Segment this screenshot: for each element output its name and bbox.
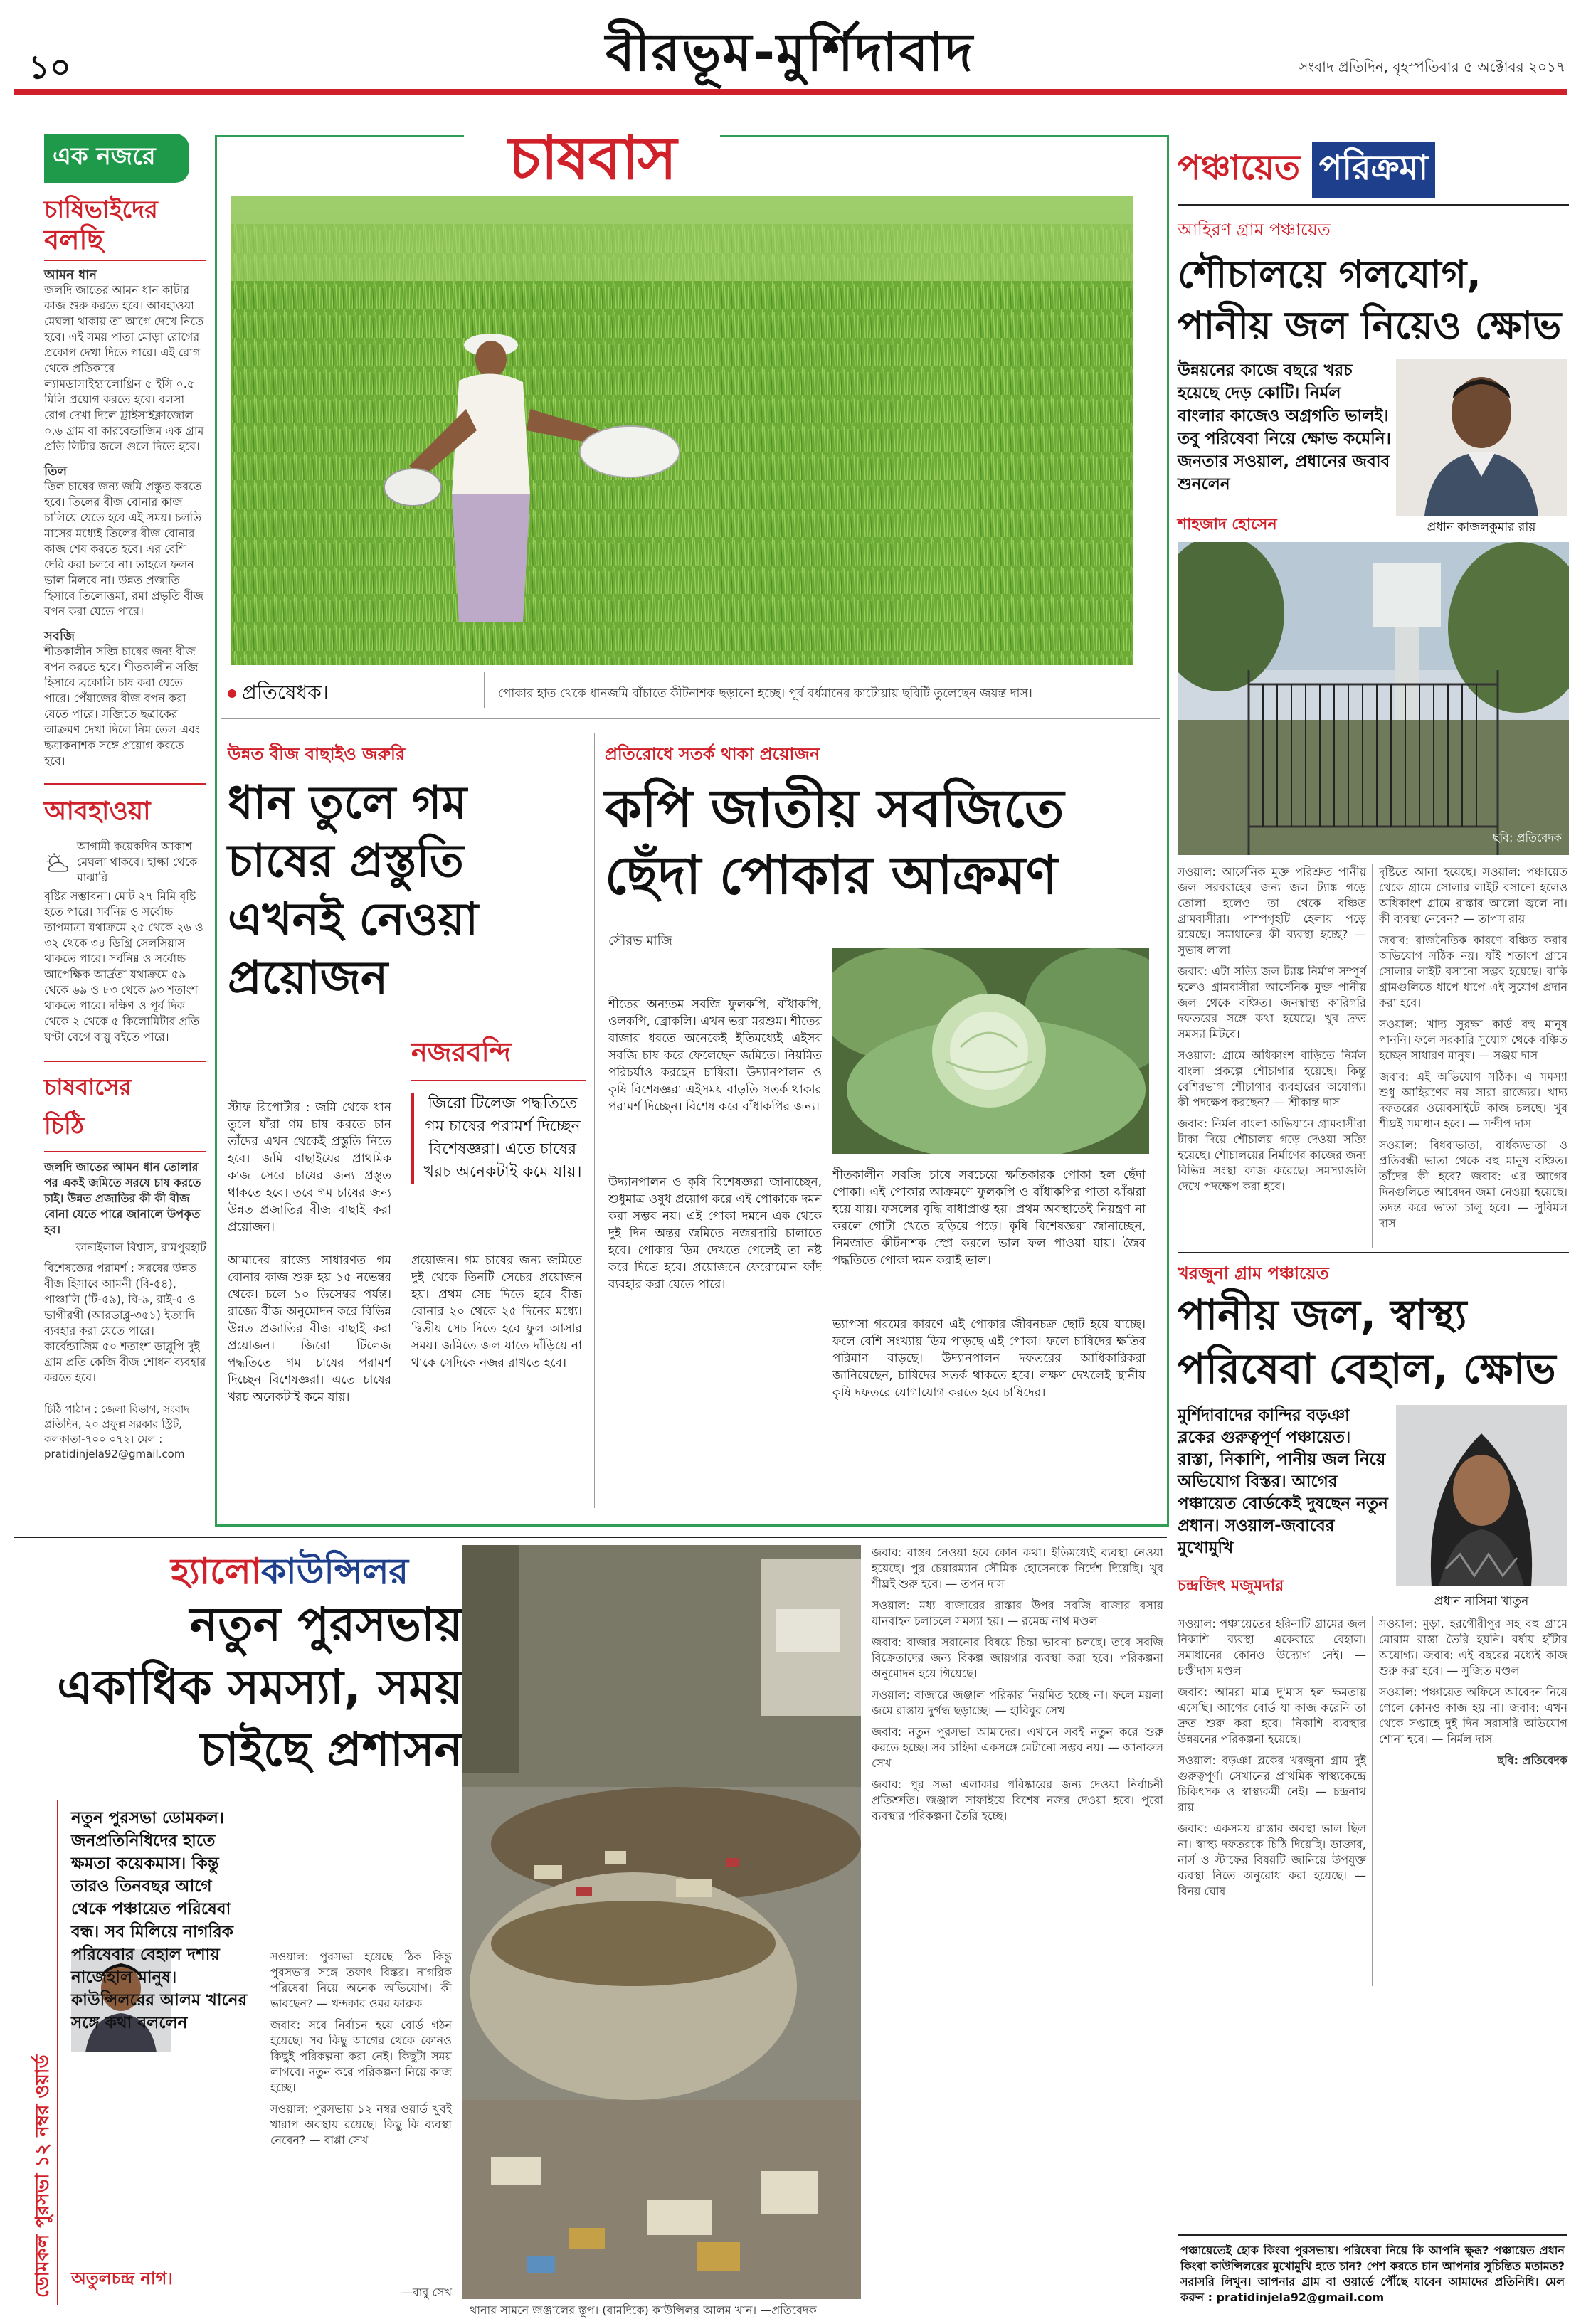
ahiran-qa-7: সওয়াল: খাদ্য সুরক্ষা কার্ড বহু মানুষ পাননি। ফলে সরকারি সুযোগ থেকে বঞ্চিত হচ্ছেন সাধারণ মানুষ। — সঞ্জয় দাস (1379, 1017, 1567, 1062)
wheat-body-1: স্টাফ রিপোর্টার : জমি থেকে ধান তুলে যাঁরা গম চাষ করতে চান তাঁদের এখন থেকেই প্রস্তুতি নিতে হবে। জমি বাছাইয়ের প্রাথমিক কাজ সেরে চাষের জন্য প্রস্তুত থাকতে হবে। তবে গম চাষের জন্য উন্নত প্রজাতির বীজ বাছাই করা প্রয়োজন। (228, 1100, 391, 1234)
nazarbondi-text: জিরো টিলেজ পদ্ধতিতে গম চাষের পরামর্শ দিচ্ছেন বিশেষজ্ঞরা। এতে চাষের খরচ অনেকটাই কমে যায়। (411, 1093, 586, 1184)
cabbage-body-2: শীতকালীন সবজি চাষে সবচেয়ে ক্ষতিকারক পোকা হল ছেঁদা পোকা। এই পোকার আক্রমণে ফুলকপি ও বাঁধাকপির পাতা ঝাঁঝরা হয়ে যায়। ফসলের বৃদ্ধি বাধাপ্রাপ্ত হয়। প্রথম অবস্থাতেই নিয়ন্ত্রণ না করলে গোটা খেতে ছড়িয়ে পড়ে। কৃষি বিশেষজ্ঞরা জানাচ্ছেন, নিমজাত কীটনাশক স্প্রে করলে ভাল ফল পাওয়া যায়। জৈব পদ্ধতিতে পোকা দমন করাই ভাল। (832, 1168, 1146, 1268)
hello-qa-3: সওয়াল: পুরসভায় ১২ নম্বর ওয়ার্ড খুবই খারাপ অবস্থায় রয়েছে। কিছু কি ব্যবস্থা নেবেন? — বাপ্পা সেখ (270, 2102, 452, 2147)
letter-title-2: চিঠি (44, 1108, 206, 1152)
footer-box (1178, 2234, 1567, 2312)
cabbage-photo (832, 948, 1149, 1154)
letter-title-1: চাষবাসের (44, 1073, 132, 1100)
letter-question-sig: কানাইলাল বিশ্বাস, রামপুরহাট (75, 1241, 206, 1254)
khar-photo-credit: ছবি: প্রতিবেদক (1497, 1753, 1567, 1767)
rice-field-photo (231, 196, 1133, 665)
ahiran-qa-8: জবাব: এই অভিযোগ সঠিক। এ সমস্যা শুধু আহিরণের নয় সারা রাজ্যের। খাদ্য দফতরের ওয়েবসাইটে কাজ চলছে। খুব শীঘ্রই সমাধান হবে। — সন্দীপ দাস (1379, 1070, 1567, 1130)
cabbage-headline: কপি জাতীয় সবজিতে ছেঁদা পোকার আক্রমণ (605, 778, 1064, 906)
hello-qa-9: জবাব: পুর সভা এলাকার পরিষ্কারের জন্য দেওয়া নির্বাচনী প্রতিশ্রুতি। জঞ্জাল সাফাইয়ে বিশেষ নজর দেওয়া হবে। পুরো ব্যবস্থার পরিকল্পনা তৈরি হচ্ছে। (872, 1778, 1163, 1822)
ahiran-qa-5: দৃষ্টিতে আনা হয়েছে। সওয়াল: পঞ্চায়েত থেকে গ্রামে সোলার লাইট বসানো হলেও অধিকাংশ গ্রামে রাস্তার আলো জ্বলে না। কী ব্যবস্থা নেবেন? — তাপস রায় (1379, 865, 1567, 925)
ahiran-qa-col2 (1379, 864, 1567, 1237)
ahiran-label: আহিরণ গ্রাম পঞ্চায়েত (1178, 217, 1569, 250)
hello-reporter: অতুলচন্দ্র নাগ। (71, 2269, 173, 2288)
ahiran-headline: শৌচালয়ে গলযোগ, পানীয় জল নিয়েও ক্ষোভ (1178, 252, 1562, 348)
panchayat-col-rule (1372, 864, 1373, 1248)
ahiran-qa-col1 (1178, 864, 1366, 1200)
nazarbondi-title: নজরবন্দি (411, 1031, 586, 1081)
bottom-section-rule (14, 1537, 1167, 1538)
page-title: বীরভূম-মুর্শিদাবাদ (606, 22, 974, 83)
til-text: তিল চাষের জন্য জমি প্রস্তুত করতে হবে। তিলের বীজ বোনার কাজ চালিয়ে যেতে হবে এই সময়। চলতি মাসের মধ্যেই তিলের বীজ বোনার কাজ শেষ করতে হবে। এর বেশি দেরি করা চলবে না। তাহলে ফলন ভাল মিলবে না। উন্নত প্রজাতি হিসাবে তিলোত্তমা, রমা প্রভৃতি বীজ বপন করা যেতে পারে। (44, 479, 204, 618)
ahiran-qa-3: সওয়াল: গ্রামে অধিকাংশ বাড়িতে নির্মল বাংলা প্রকল্পে শৌচাগার হয়েছে। কিন্তু বেশিরভাগ শৌচাগার ব্যবহারের অযোগ্য। কী পদক্ষেপ করছেন? — শ্রীকান্ত দাস (1178, 1049, 1366, 1109)
letter-question: জলদি জাতের আমন ধান তোলার পর একই জমিতে সরষে চাষ করতে চাই। উন্নত প্রজাতির কী কী বীজ বোনা যেতে পারে জানালে উপকৃত হব। (44, 1160, 201, 1236)
khar-deck: মুর্শিদাবাদের কান্দির বড়ঞা ব্লকের গুরুত্বপূর্ণ পঞ্চায়েত। রাস্তা, নিকাশি, পানীয় জল নিয়ে অভিযোগ বিস্তর। আগের পঞ্চায়েত বোর্ডকেই দুষছেন নতুন প্রধান। সওয়াল-জবাবের মুখোমুখি (1178, 1406, 1388, 1557)
khar-qa-3: সওয়াল: বড়ঞা ব্লকের খরজুনা গ্রাম দুই গুরুত্বপূর্ণ। সেখানের প্রাথমিক স্বাস্থ্যকেন্দ্রে চিকিৎসক ও স্বাস্থ্যকর্মী নেই। — চন্দ্রনাথ রায় (1178, 1753, 1366, 1814)
khar-headline: পানীয় জল, স্বাস্থ্য পরিষেবা বেহাল, ক্ষোভ (1178, 1290, 1556, 1393)
garbage-photo-caption: থানার সামনে জঞ্জালের স্তূপ। (বামদিকে) কাউন্সিলর আলম খান। —প্রতিবেদক (470, 2303, 817, 2317)
hello-intro: নতুন পুরসভা ডোমকল। জনপ্রতিনিধিদের হাতে ক্ষমতা কয়েকমাস। কিন্তু তারও তিনবছর আগে থেকে পঞ্চায়েত পরিষেবা বন্ধ। সব মিলিয়ে নাগরিক পরিষেবার বেহাল দশায় নাজেহাল মানুষ। কাউন্সিলরের আলম খানের সঙ্গে কথা বললেন (71, 1809, 248, 2032)
column-rule (594, 733, 595, 1508)
khar-qa-1: সওয়াল: পঞ্চায়েতের হরিনাটি গ্রামের জল নিকাশি ব্যবস্থা একেবারে বেহাল। সমাধানের কোনও উদ্যোগ নেই। — চণ্ডীদাস মণ্ডল (1178, 1617, 1366, 1677)
khar-qa-6: সওয়াল: পঞ্চায়েত অফিসে আবেদন নিয়ে গেলে কোনও কাজ হয় না। জবাব: এখন থেকে সপ্তাহে দুই দিন সরাসরি অভিযোগ শোনা হবে। — নির্মল দাস (1379, 1685, 1567, 1746)
weather-title: আবহাওয়া (44, 797, 151, 826)
chashi-title-1: চাষিভাইদের (44, 196, 158, 224)
hello-qa-4: জবাব: বাস্তব নেওয়া হবে কোন কথা। ইতিমধ্যেই ব্যবস্থা নেওয়া হয়েছে। পুর চেয়ারম্যান সৌমিক হোসেনকে নির্দেশ দিয়েছি। খুব শীঘ্রই শুরু হবে। — তপন দাস (872, 1546, 1163, 1591)
page-number: ১০ (28, 48, 71, 86)
khar-qa-col1 (1178, 1616, 1366, 1905)
dateline: সংবাদ প্রতিদিন, বৃহস্পতিবার ৫ অক্টোবর ২০১৭ (1299, 58, 1565, 75)
khar-label: খরজুনা গ্রাম পঞ্চায়েত (1178, 1263, 1329, 1283)
cabbage-kicker: প্রতিরোধে সতর্ক থাকা প্রয়োজন (605, 744, 820, 764)
hello-qa-8: জবাব: নতুন পুরসভা আমাদের। এখানে সবই নতুন করে শুরু করতে হচ্ছে। সব চাহিদা একসঙ্গে মেটানো সম্ভব নয়। — আনারুল সেখ (872, 1725, 1163, 1770)
cabbage-body-4: ভ্যাপসা গরমের কারণে এই পোকার জীবনচক্র ছোট হয়ে যাচ্ছে। ফলে বেশি সংখ্যায় ডিম পাড়ছে এই পোকা। ফলে চাষিদের ক্ষতির পরিমাণ বাড়ছে। উদ্যানপালন দফতরের আধিকারিকরা জানিয়েছেন, চাষিদের সতর্ক থাকতে হবে। লক্ষণ দেখলেই স্থানীয় কৃষি দফতরে যোগাযোগ করতে হবে চাষিদের। (832, 1317, 1146, 1400)
ahiran-reporter: শাহজাদ হোসেন (1178, 516, 1277, 534)
cabbage-body-3: উদ্যানপালন ও কৃষি বিশেষজ্ঞরা জানাচ্ছেন, শুধুমাত্র ওষুধ প্রয়োগ করে এই পোকাকে দমন করা সম্ভব নয়। এই পোকা দমনে এক থেকে দুই দিন অন্তর জমিতে নজরদারি চালাতে হবে। পোকার ডিম দেখতে পেলেই তা নষ্ট করে দিতে হবে। প্রয়োজনে ফেরোমোন ফাঁদ ব্যবহার করা যেতে পারে। (608, 1175, 822, 1292)
hello-headline: নতুন পুরসভায় একাধিক সমস্যা, সময় চাইছে প্রশাসন (57, 1597, 462, 1777)
panchayat-divider (1178, 1252, 1569, 1253)
til-heading: তিল (44, 464, 68, 479)
weather-lead: আগামী কয়েকদিন আকাশ মেঘলা থাকবে। হাল্কা থেকে মাঝারি (76, 839, 198, 884)
ahiran-qa-1: সওয়াল: আর্সেনিক মুক্ত পরিশ্রুত পানীয় জল সরবরাহের জন্য জল ট্যাঙ্ক গড়ে তোলা হলেও তা থেকে বঞ্চিত গ্রামবাসীরা। পাম্পগৃহটি হেলায় পড়ে রয়েছে। সমাধানের কী ব্যবস্থা হচ্ছে? — সুভাষ লালা (1178, 865, 1366, 957)
ahiran-qa-6: জবাব: রাজনৈতিক কারণে বঞ্চিত করার অভিযোগ সঠিক নয়। যাঁই শতাংশ গ্রামে সোলার লাইট বসানো সম্ভব হয়েছে। বাকি গ্রামগুলিতে ধাপে ধাপে এই সুযোগ প্রদান করা হবে। (1379, 933, 1567, 1009)
water-tank-photo (1178, 542, 1569, 855)
hello-qa-2: জবাব: সবে নির্বাচন হয়ে বোর্ড গঠন হয়েছে। সব কিছু আগের থেকে কোনও কিছুই পরিকল্পনা করা নেই। কিছুটা সময় লাগবে। নতুন করে পরিকল্পনা নিয়ে কাজ হচ্ছে। (270, 2018, 452, 2094)
red-bullet-icon (228, 689, 236, 698)
chashi-title-2: বলছি (44, 224, 206, 261)
photo-caption: পোকার হাত থেকে ধানজমি বাঁচাতে কীটনাশক ছড়ানো হচ্ছে। পূর্ব বর্ধমানের কাটোয়ায় ছবিটি তুলেছেন জয়ন্ত দাস। (498, 686, 1032, 701)
khar-reporter: চন্দ্রজিৎ মজুমদার (1178, 1577, 1284, 1595)
ahiran-photo-credit: ছবি: প্রতিবেদক (1492, 831, 1562, 844)
cabbage-body-1: শীতের অন্যতম সবজি ফুলকপি, বাঁধাকপি, ওলকপি, ব্রোকলি। এখন ভরা মরশুম। শীতের বাজার ধরতে অনেকেই ইতিমধ্যেই এইসব সবজি চাষ করে ফেলেছেন জমিতে। নিয়মিত পরিচর্যাও করছেন চাষিরা। উদ্যানপালন ও কৃষি বিশেষজ্ঞরা এইসময় বাড়তি সতর্ক থাকার পরামর্শ দিচ্ছেন। বিশেষ করে বাঁধাকপির জন্য। (608, 997, 822, 1114)
letter-answer: বিশেষজ্ঞের পরামর্শ : সরষের উন্নত বীজ হিসাবে আমনী (বি-৫৪), পাঞ্চালি (টি-৫৯), বি-৯, রাই-৫ ও ভাগীরথী (আরডাব্লু-৩৫১) ইত্যাদি ব্যবহার করা যেতে পারে। কার্বেন্ডাজিম ৫০ শতাংশ ডাব্লুপি দুই গ্রাম প্রতি কেজি বীজ শোধন ব্যবহার করতে হবে। (44, 1261, 206, 1384)
hello-qa-1: সওয়াল: পুরসভা হয়েছে ঠিক কিন্তু পুরসভার সঙ্গে তফাৎ বিস্তর। নাগরিক পরিষেবা নিয়ে অনেক অভিযোগ। কী ভাবছেন? — খন্দকার ওমর ফারুক (270, 1950, 452, 2010)
hello-title: হ্যালোকাউন্সিলর (171, 1551, 408, 1592)
chashbash-logo: চাষবাস (464, 124, 720, 193)
ahiran-pradhan-caption: প্রধান কাজলকুমার রায় (1427, 520, 1536, 534)
ek-nojore-tag: এক নজরে (44, 134, 189, 183)
sobji-heading: সবজি (44, 629, 75, 644)
khar-qa-4: জবাব: একসময় রাস্তার অবস্থা ভাল ছিল না। স্বাস্থ্য দফতরকে চিঠি দিয়েছি। ডাক্তার, নার্স ও স্টাফের বিষয়টি জানিয়ে উপযুক্ত ব্যবস্থা নিতে অনুরোধ করা হয়েছে। — বিনয় ঘোষ (1178, 1822, 1366, 1898)
masthead-rule (14, 89, 1567, 95)
sidebar (44, 134, 206, 1542)
garbage-photo (462, 1545, 861, 2299)
photo-caption-divider (484, 672, 485, 708)
hello-vertical-label: ডোমকল পুরসভা ১২ নম্বর ওয়ার্ড (28, 1800, 58, 2305)
aman-heading: আমন ধান (44, 267, 97, 282)
ahiran-pradhan-photo (1396, 359, 1567, 516)
footer-text: পঞ্চায়েতেই হোক কিংবা পুরসভায়। পরিষেবা নিয়ে কি আপনি ক্ষুব্ধ? পঞ্চায়েত প্রধান কিংবা কাউন্সিলরের মুখোমুখি হতে চান? পেশ করতে চান আপনার সুচিন্তিত মতামত? সরাসরি লিখুন। আপনার গ্রাম বা ওয়ার্ডে পৌঁছে যাবেন আমাদের প্রতিনিধি। মেল করুন : pratidinjela92@gmail.com (1180, 2244, 1565, 2304)
hello-qa-6: জবাব: বাজার সরানোর বিষয়ে চিন্তা ভাবনা চলছে। তবে সবজি বিক্রেতাদের জন্য বিকল্প জায়গার ব্যবস্থা করা হবে। পরিকল্পনা অনুমোদন হয়ে গিয়েছে। (872, 1635, 1163, 1680)
wheat-kicker: উন্নত বীজ বাছাইও জরুরি (228, 744, 406, 764)
nazarbondi-box (411, 1031, 586, 1184)
ahiran-qa-4: জবাব: নির্মল বাংলা অভিযানে গ্রামবাসীরা টাকা দিয়ে শৌচালয় গড়ে দেওয়া সত্যি হয়েছে। শৌচালয়ের নির্মাণের কাজের জন্য বিভিন্ন সংস্থা কাজ করেছে। সমস্যাগুলি দেখে পদক্ষেপ করা হবে। (1178, 1117, 1366, 1193)
hello-qa-7: সওয়াল: বাজারে জঞ্জাল পরিষ্কার নিয়মিত হচ্ছে না। ফলে ময়লা জমে রাস্তায় দুর্গন্ধ ছড়াচ্ছে। — হাবিবুর সেখ (872, 1688, 1163, 1717)
caption-rule (221, 718, 1160, 719)
cloudy-sun-icon (44, 839, 71, 888)
panchayat-title: পঞ্চায়েত পরিক্রমা (1178, 142, 1569, 206)
wheat-headline: ধান তুলে গম চাষের প্রস্তুতি এখনই নেওয়া প্রয়োজন (228, 777, 479, 1004)
photo-caption-tag: প্রতিষেধক। (228, 677, 329, 711)
sobji-text: শীতকালীন সব্জি চাষের জন্য বীজ বপন করতে হবে। শীতকালীন সব্জি হিসাবে ব্রকোলি চাষ করা যেতে পারে। পেঁয়াজের বীজ বপন করা যেতে পারে। সব্জিতে ছত্রাকের আক্রমণ দেখা দিলে নিম তেল এবং ছত্রাকনাশক সঙ্গে প্রয়োগ করতে হবে। (44, 644, 200, 768)
khar-pradhan-photo (1396, 1405, 1567, 1586)
wheat-body-2: আমাদের রাজ্যে সাধারণত গম বোনার কাজ শুরু হয় ১৫ নভেম্বর থেকে। চলে ১০ ডিসেম্বর পর্যন্ত। রাজ্যে বীজ অনুমোদন করে বিভিন্ন উন্নত প্রজাতির বীজ বাছাই করা প্রয়োজন। জিরো টিলেজ পদ্ধতিতে গম চাষের পরামর্শ দিচ্ছেন বিশেষজ্ঞরা। এতে চাষের খরচ অনেকটাই কমে যায়। (228, 1253, 391, 1404)
weather-text: বৃষ্টির সম্ভাবনা। মোট ২৭ মিমি বৃষ্টি হতে পারে। সর্বনিম্ন ও সর্বোচ্চ তাপমাত্রা যথাক্রমে ২৫ থেকে ২৬ ও ৩২ থেকে ৩৪ ডিগ্রি সেলসিয়াস থাকতে পারে। সর্বনিম্ন ও সর্বোচ্চ আপেক্ষিক আর্দ্রতা যথাক্রমে ৫৯ থেকে ৬৯ ও ৮৩ থেকে ৯৩ শতাংশ থাকতে পারে। দক্ষিণ ও পূর্ব দিক থেকে ২ থেকে ৫ কিলোমিটার প্রতি ঘণ্টা বেগে বায়ু বইতে পারে। (44, 889, 203, 1044)
khar-qa-5: সওয়াল: মুড়া, হরগৌরীপুর সহ বহু গ্রামে মোরাম রাস্তা তৈরি হয়নি। বর্ষায় হাঁটার অযোগ্য। জবাব: এই বছরের মধ্যেই কাজ শুরু করা হবে। — সুজিত মণ্ডল (1379, 1617, 1567, 1677)
ahiran-deck: উন্নয়নের কাজে বছরে খরচ হয়েছে দেড় কোটি। নির্মল বাংলার কাজেও অগ্রগতি ভালই। তবু পরিষেবা নিয়ে ক্ষোভ কমেনি। জনতার সওয়াল, প্রধানের জবাব শুনলেন (1178, 361, 1391, 494)
ahiran-qa-9: সওয়াল: বিধবাভাতা, বার্ধক্যভাতা ও প্রতিবন্ধী ভাতা থেকে বহু মানুষ বঞ্চিত। তাঁদের কী হবে? জবাব: এর আগের দিনগুলিতে আবেদন জমা নেওয়া হয়েছে। তদন্ত করে ভাতা চালু হবে। — সুবিমল দাস (1379, 1138, 1567, 1230)
hello-qa-col2 (872, 1545, 1163, 1830)
hello-qa-5: সওয়াল: মধ্য বাজারের রাস্তার উপর সবজি বাজার বসায় যানবাহন চলাচলে সমস্যা হয়। — রমেন্দ্র নাথ মণ্ডল (872, 1598, 1163, 1628)
aman-text: জলদি জাতের আমন ধান কাটার কাজ শুরু করতে হবে। আবহাওয়া মেঘলা থাকায় তা আগে দেখে নিতে হবে। এই সময় পাতা মোড়া রোগের প্রকোপ দেখা দিতে পারে। এই রোগ থেকে প্রতিকারে ল্যামডাসাইহ্যালোথ্রিন ৫ ইসি ০.৫ মিলি প্রয়োগ করতে হবে। বলসা রোগ দেখা দিলে ট্রাইসাইক্লাজোল ০.৬ গ্রাম বা কারবেন্ডাজিম এক গ্রাম প্রতি লিটার জলে গুলে দিতে হবে। (44, 283, 204, 453)
hello-qa-col1 (270, 1949, 452, 2154)
cabbage-byline: সৌরভ মাজি (608, 933, 672, 948)
khar-qa-2: জবাব: আমরা মাত্র দু'মাস হল ক্ষমতায় এসেছি। আগের বোর্ড যা কাজ করেনি তা দ্রুত শুরু করা হবে। নিকাশি ব্যবস্থার উন্নয়নের পরিকল্পনা হয়েছে। (1178, 1685, 1366, 1746)
garbage-photo-credit: —বাবু সেখ (401, 2286, 452, 2299)
khar-col-rule (1372, 1616, 1373, 1986)
letter-address: চিঠি পাঠান : জেলা বিভাগ, সংবাদ প্রতিদিন, ২০ প্রফুল্ল সরকার স্ট্রিট, কলকাতা-৭০০ ০৭২। মেল : pratidinjela92@gmail.com (44, 1396, 206, 1462)
khar-qa-col2 (1379, 1616, 1567, 1774)
khar-pradhan-caption: প্রধান নাসিমা খাতুন (1434, 1594, 1529, 1608)
wheat-body-3: প্রয়োজন। গম চাষের জন্য জমিতে দুই থেকে তিনটি সেচের প্রয়োজন হয়। প্রথম সেচ দিতে হবে বীজ বোনার ২০ থেকে ২৫ দিনের মধ্যে। দ্বিতীয় সেচ দিতে হবে ফুল আসার সময়। জমিতে জল যাতে দাঁড়িয়ে না থাকে সেদিকে নজর রাখতে হবে। (411, 1253, 582, 1370)
ahiran-qa-2: জবাব: এটা সত্যি জল ট্যাঙ্ক নির্মাণ সম্পূর্ণ হলেও গ্রামবাসীরা আর্সেনিক মুক্ত পানীয় জল থেকে বঞ্চিত। জনস্বাস্থ্য কারিগরি দফতরের সঙ্গে কথা হয়েছে। খুব দ্রুত সমস্যা মিটবে। (1178, 965, 1366, 1041)
